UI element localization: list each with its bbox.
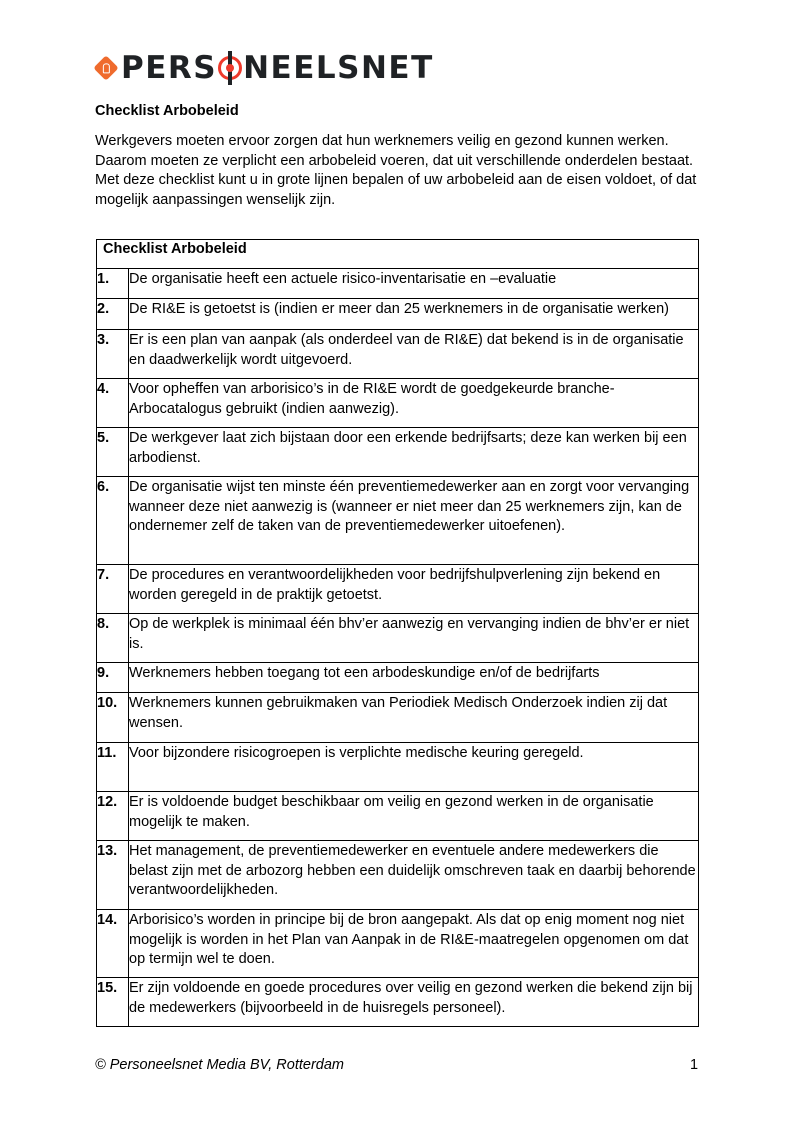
row-number-label: 14.: [97, 912, 118, 928]
row-text: [129, 743, 699, 792]
row-number: [97, 269, 129, 299]
row-number: [97, 841, 129, 910]
row-number: [97, 792, 129, 841]
row-text: [129, 299, 699, 330]
row-text-label: Voor opheffen van arborisico’s in de RI&E wordt de goedgekeurde branche-Arbocatalogus gebruikt (indien aanwezig).: [129, 381, 615, 417]
row-text: [129, 693, 699, 743]
row-text-label: Voor bijzondere risicogroepen is verplichte medische keuring geregeld.: [129, 745, 584, 761]
table-row: [97, 743, 699, 792]
row-text: [129, 663, 699, 693]
row-text-label: Werknemers hebben toegang tot een arbodeskundige en/of de bedrijfarts: [129, 665, 600, 681]
row-text-label: Arborisico’s worden in principe bij de bron aangepakt. Als dat op enig moment nog niet mogelijk is worden in het Plan van Aanpak in de RI&E-maatregelen opgenomen om dat op termijn wel te doen.: [129, 912, 689, 967]
logo-text-end: NEELSNET: [243, 50, 434, 86]
table-header-row: [97, 240, 699, 269]
row-number-label: 5.: [97, 430, 110, 446]
row-number-label: 7.: [97, 567, 110, 583]
row-text: [129, 978, 699, 1027]
table-row: [97, 565, 699, 614]
checklist-table: [96, 239, 699, 1027]
row-number-label: 11.: [97, 745, 117, 761]
table-row: [97, 330, 699, 379]
document-title: Checklist Arbobeleid: [95, 103, 239, 119]
row-number: [97, 299, 129, 330]
row-number-label: 6.: [97, 479, 110, 495]
row-number-label: 2.: [97, 301, 110, 317]
row-text: [129, 379, 699, 428]
row-text: [129, 269, 699, 299]
table-row: [97, 428, 699, 477]
personeelsnet-logo: [95, 50, 434, 86]
row-number-label: 10.: [97, 695, 118, 711]
row-text-label: De organisatie heeft een actuele risico-inventarisatie en –evaluatie: [129, 271, 557, 287]
table-row: [97, 910, 699, 978]
row-number: [97, 693, 129, 743]
row-number-label: 1.: [97, 271, 110, 287]
page-number: 1: [690, 1057, 699, 1073]
row-text-label: Op de werkplek is minimaal één bhv’er aanwezig en vervanging indien de bhv’er er niet is.: [129, 616, 690, 652]
row-number: [97, 330, 129, 379]
row-number: [97, 614, 129, 663]
row-number: [97, 743, 129, 792]
row-number-label: 4.: [97, 381, 110, 397]
row-text: [129, 330, 699, 379]
table-row: [97, 269, 699, 299]
row-text-label: De procedures en verantwoordelijkheden voor bedrijfshulpverlening zijn bekend en worden geregeld in de praktijk getoetst.: [129, 567, 661, 603]
row-text-label: De organisatie wijst ten minste één preventiemedewerker aan en zorgt voor vervanging wanneer deze niet aanwezig is (wanneer er niet meer dan 25 werknemers zijn, kan de ondernemer zelf de taken van de preventiemedewerker uitoefenen).: [129, 479, 690, 534]
row-number: [97, 565, 129, 614]
row-text-label: Er is voldoende budget beschikbaar om veilig en gezond werken in de organisatie mogelijk te maken.: [129, 794, 654, 830]
row-text-label: De werkgever laat zich bijstaan door een erkende bedrijfsarts; deze kan werken bij een arbodienst.: [129, 430, 687, 466]
row-text-label: De RI&E is getoetst is (indien er meer dan 25 werknemers in de organisatie werken): [129, 301, 669, 317]
row-number: [97, 910, 129, 978]
table-row: [97, 614, 699, 663]
row-number: [97, 428, 129, 477]
row-number-label: 15.: [97, 980, 118, 996]
row-text: [129, 428, 699, 477]
row-number-label: 9.: [97, 665, 110, 681]
table-row: [97, 379, 699, 428]
row-text-label: Het management, de preventiemedewerker en eventuele andere medewerkers die belast zijn met de arbozorg hebben een duidelijk omschreven taak en daarbij behorende verantwoordelijkheden.: [129, 843, 696, 898]
person-badge-icon: [93, 55, 118, 80]
table-row: [97, 663, 699, 693]
row-number: [97, 379, 129, 428]
table-row: [97, 693, 699, 743]
table-row: [97, 299, 699, 330]
row-number-label: 12.: [97, 794, 118, 810]
table-row: [97, 978, 699, 1027]
row-text-label: Er is een plan van aanpak (als onderdeel van de RI&E) dat bekend is in de organisatie en daadwerkelijk wordt uitgevoerd.: [129, 332, 684, 368]
intro-paragraph: Werkgevers moeten ervoor zorgen dat hun werknemers veilig en gezond kunnen werken. Daarom moeten ze verplicht een arbobeleid voeren, dat uit verschillende onderdelen bestaat. Met deze checklist kunt u in grote lijnen bepalen of uw arbobeleid aan de eisen voldoet, of dat mogelijk aanpassingen wenselijk zijn.: [95, 133, 697, 208]
row-number: [97, 663, 129, 693]
row-text-label: Werknemers kunnen gebruikmaken van Periodiek Medisch Onderzoek indien zij dat wensen.: [129, 695, 668, 731]
row-number-label: 13.: [97, 843, 118, 859]
table-row: [97, 477, 699, 565]
footer-copyright: © Personeelsnet Media BV, Rotterdam: [95, 1057, 344, 1073]
table-header: Checklist Arbobeleid: [97, 240, 699, 269]
logo-wordmark: [121, 50, 434, 86]
row-text: [129, 841, 699, 910]
row-number-label: 8.: [97, 616, 110, 632]
table-row: [97, 792, 699, 841]
row-text: [129, 565, 699, 614]
target-icon: [218, 56, 242, 80]
row-text: [129, 614, 699, 663]
row-number: [97, 978, 129, 1027]
row-number-label: 3.: [97, 332, 110, 348]
row-text: [129, 910, 699, 978]
row-text-label: Er zijn voldoende en goede procedures over veilig en gezond werken die bekend zijn bij de medewerkers (bijvoorbeeld in de huisregels personeel).: [129, 980, 693, 1016]
table-row: [97, 841, 699, 910]
row-text: [129, 792, 699, 841]
logo-text-start: PERS: [121, 50, 218, 86]
row-text: [129, 477, 699, 565]
row-number: [97, 477, 129, 565]
